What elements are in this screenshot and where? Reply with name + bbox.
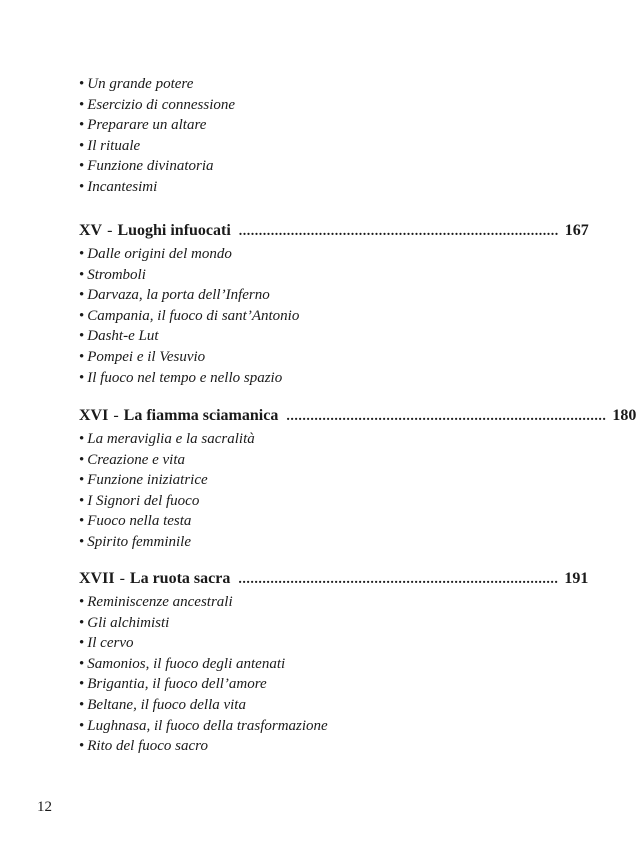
list-item — [79, 470, 521, 491]
item-text: Reminiscenze ancestrali — [87, 594, 233, 610]
bullet-icon: • — [79, 246, 85, 262]
dot-leader: ................................................................................ — [286, 409, 607, 424]
bullet-icon: • — [79, 76, 85, 92]
bullet-icon: • — [79, 696, 85, 713]
list-item — [79, 156, 521, 177]
bullet-icon: • — [79, 635, 85, 652]
list-item — [79, 592, 521, 613]
list-item — [79, 265, 521, 286]
item-text: Samonios, il fuoco degli antenati — [87, 655, 286, 672]
item-text: Funzione divinatoria — [87, 158, 214, 175]
list-item — [79, 736, 521, 757]
item-text: Dasht-e Lut — [87, 328, 159, 345]
item-text: Fuoco nella testa — [87, 513, 192, 530]
item-text: Il cervo — [87, 635, 134, 652]
item-text: Creazione e vita — [87, 451, 186, 468]
list-item — [79, 654, 521, 675]
list-item — [79, 115, 521, 136]
item-text: Lughnasa, il fuoco della trasformazione — [87, 717, 328, 734]
list-item — [79, 326, 521, 347]
bullet-icon: • — [79, 513, 85, 530]
item-text: Campania, il fuoco di sant’Antonio — [87, 307, 300, 324]
list-item — [79, 695, 521, 716]
bullet-icon: • — [79, 594, 85, 610]
chapter-separator: - — [113, 407, 119, 424]
chapter-separator: - — [107, 222, 113, 239]
chapter-number: XVI — [79, 407, 109, 424]
dot-leader: ................................................................................ — [238, 224, 559, 239]
bullet-icon: • — [79, 307, 85, 324]
list-item — [79, 244, 521, 265]
bullet-icon: • — [79, 676, 85, 693]
item-text: Il rituale — [87, 137, 141, 154]
intro-section — [79, 74, 521, 198]
bullet-icon: • — [79, 533, 85, 550]
chapter-page-number: 191 — [564, 570, 589, 587]
bullet-icon: • — [79, 655, 85, 672]
bullet-icon: • — [79, 137, 85, 154]
list-item — [79, 136, 521, 157]
list-item — [79, 368, 521, 389]
intro-list — [79, 74, 521, 198]
item-text: Rito del fuoco sacro — [87, 738, 208, 755]
chapter-title: La ruota sacra — [129, 570, 231, 587]
chapter-page-number: 180 — [612, 407, 636, 424]
bullet-icon: • — [79, 287, 85, 304]
item-text: Incantesimi — [87, 178, 158, 195]
item-text: Pompei e il Vesuvio — [87, 348, 206, 365]
item-text: Un grande potere — [87, 76, 194, 92]
dot-leader: ................................................................................ — [238, 572, 559, 587]
chapter-item-list — [79, 429, 521, 553]
item-text: Spirito femminile — [87, 533, 192, 550]
bullet-icon: • — [79, 158, 85, 175]
chapter-number: XVII — [79, 570, 115, 587]
chapter-number: XV — [79, 222, 103, 239]
item-text: Esercizio di connessione — [87, 96, 236, 113]
item-text: Gli alchimisti — [87, 614, 170, 631]
bullet-icon: • — [79, 614, 85, 631]
list-item — [79, 633, 521, 654]
chapter-title: La fiamma sciamanica — [123, 407, 279, 424]
chapter-title: Luoghi infuocati — [117, 222, 231, 239]
list-item — [79, 285, 521, 306]
list-item — [79, 347, 521, 368]
bullet-icon: • — [79, 348, 85, 365]
chapter-item-list — [79, 592, 521, 757]
list-item — [79, 674, 521, 695]
chapter-xvi — [79, 405, 636, 553]
chapter-separator: - — [119, 570, 125, 587]
bullet-icon: • — [79, 451, 85, 468]
list-item — [79, 450, 521, 471]
bullet-icon: • — [79, 492, 85, 509]
bullet-icon: • — [79, 328, 85, 345]
chapter-xv — [79, 220, 589, 388]
list-item — [79, 74, 521, 95]
bullet-icon: • — [79, 266, 85, 283]
page-number: 12 — [37, 799, 52, 815]
list-item — [79, 716, 521, 737]
item-text: Funzione iniziatrice — [87, 472, 208, 489]
item-text: Preparare un altare — [87, 117, 207, 134]
item-text: I Signori del fuoco — [87, 492, 200, 509]
list-item — [79, 177, 521, 198]
item-text: Dalle origini del mondo — [87, 246, 232, 262]
chapter-heading[interactable] — [79, 405, 636, 427]
list-item — [79, 491, 521, 512]
item-text: La meraviglia e la sacralità — [87, 431, 255, 447]
list-item — [79, 613, 521, 634]
bullet-icon: • — [79, 178, 85, 195]
chapter-xvii — [79, 568, 589, 757]
list-item — [79, 306, 521, 327]
chapter-heading[interactable] — [79, 568, 589, 590]
bullet-icon: • — [79, 117, 85, 134]
bullet-icon: • — [79, 369, 85, 386]
item-text: Il fuoco nel tempo e nello spazio — [87, 369, 283, 386]
bullet-icon: • — [79, 431, 85, 447]
list-item — [79, 532, 521, 553]
bullet-icon: • — [79, 717, 85, 734]
chapter-heading[interactable] — [79, 220, 589, 242]
item-text: Brigantia, il fuoco dell’amore — [87, 676, 267, 693]
bullet-icon: • — [79, 472, 85, 489]
list-item — [79, 95, 521, 116]
chapter-item-list — [79, 244, 521, 388]
item-text: Beltane, il fuoco della vita — [87, 696, 246, 713]
bullet-icon: • — [79, 738, 85, 755]
list-item — [79, 511, 521, 532]
list-item — [79, 429, 521, 450]
item-text: Darvaza, la porta dell’Inferno — [87, 287, 270, 304]
chapter-page-number: 167 — [564, 222, 589, 239]
item-text: Stromboli — [87, 266, 146, 283]
bullet-icon: • — [79, 96, 85, 113]
